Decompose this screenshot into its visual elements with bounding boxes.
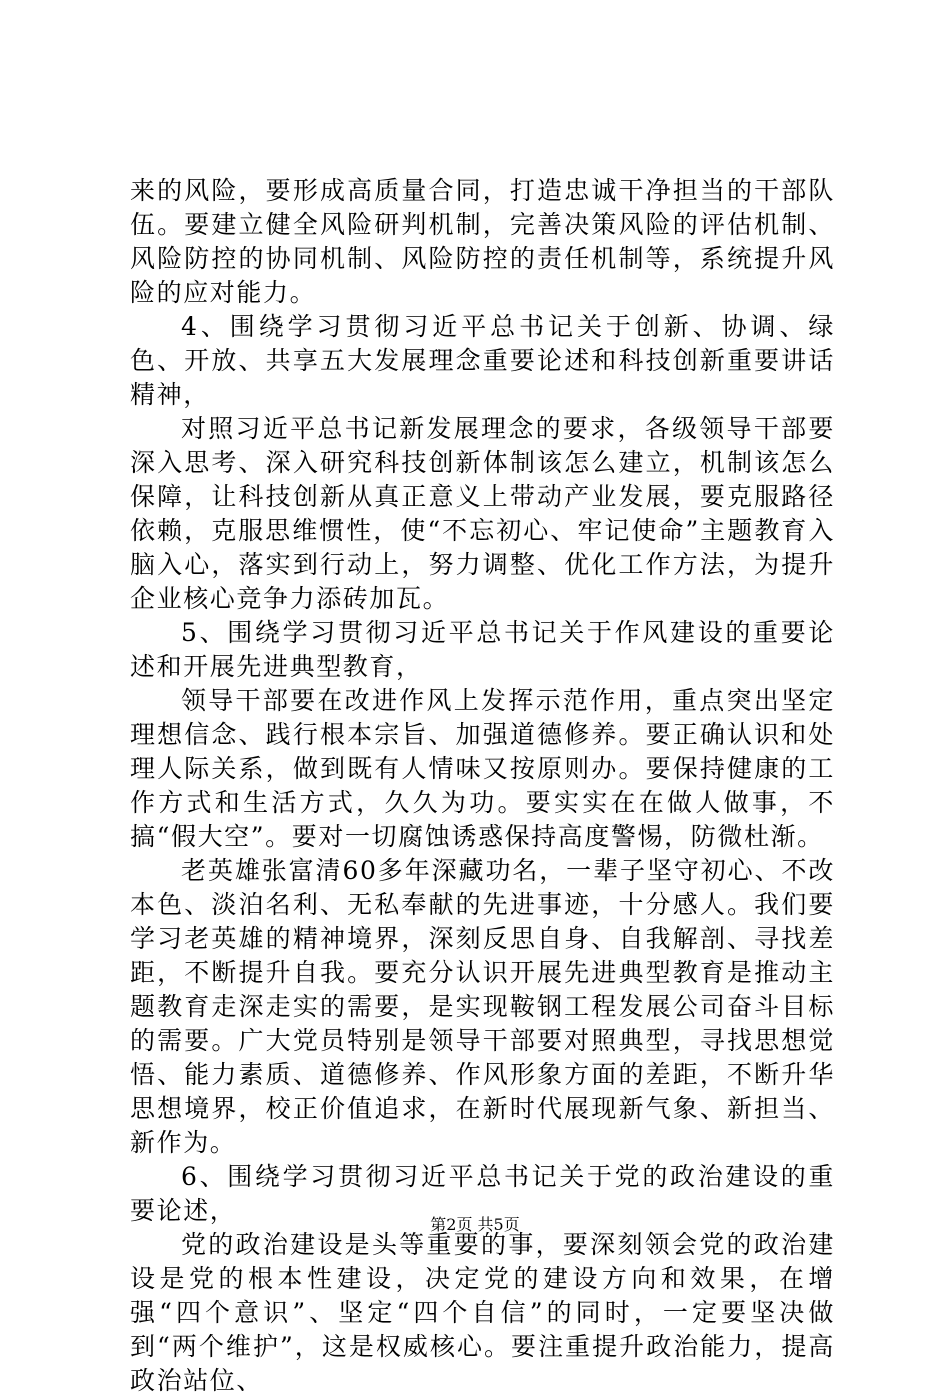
paragraph-4-heading: 5、围绕学习贯彻习近平总书记关于作风建设的重要论述和开展先进典型教育，: [130, 618, 835, 681]
paragraph-7-heading: 6、围绕学习贯彻习近平总书记关于党的政治建设的重要论述，: [130, 1162, 835, 1225]
page-number-footer: 第2页 共5页: [430, 1215, 520, 1234]
paragraph-3: 对照习近平总书记新发展理念的要求，各级领导干部要深入思考、深入研究科技创新体制该怎么建立，机制该怎么保障，让科技创新从真正意义上带动产业发展，要克服路径依赖，克服思维惯性，使“不忘初心、牢记使命”主题教育入脑入心，落实到行动上，努力调整、优化工作方法，为提升企业核心竞争力添砖加瓦。: [130, 414, 835, 613]
paragraph-1: 来的风险，要形成高质量合同，打造忠诚干净担当的干部队伍。要建立健全风险研判机制，完善决策风险的评估机制、风险防控的协同机制、风险防控的责任机制等，系统提升风险的应对能力。: [130, 176, 835, 307]
paragraph-6: 老英雄张富清60多年深藏功名，一辈子坚守初心、不改本色、淡泊名利、无私奉献的先进事迹，十分感人。我们要学习老英雄的精神境界，深刻反思自身、自我解剖、寻找差距，不断提升自我。要充分认识开展先进典型教育是推动主题教育走深走实的需要，是实现鞍钢工程发展公司奋斗目标的需要。广大党员特别是领导干部要对照典型，寻找思想觉悟、能力素质、道德修养、作风形象方面的差距，不断升华思想境界，校正价值追求，在新时代展现新气象、新担当、新作为。: [130, 856, 835, 1157]
paragraph-8: 党的政治建设是头等重要的事，要深刻领会党的政治建设是党的根本性建设，决定党的建设方向和效果，在增强“四个意识”、坚定“四个自信”的同时，一定要坚决做到“两个维护”，这是权威核心。要注重提升政治能力，提高政治站位、: [130, 1230, 835, 1395]
paragraph-5: 领导干部要在改进作风上发挥示范作用，重点突出坚定理想信念、践行根本宗旨、加强道德修养。要正确认识和处理人际关系，做到既有人情味又按原则办。要保持健康的工作方式和生活方式，久久为功。要实实在在做人做事，不搞“假大空”。要对一切腐蚀诱惑保持高度警惕，防微杜渐。: [130, 686, 835, 851]
paragraph-2-heading: 4、围绕学习贯彻习近平总书记关于创新、协调、绿色、开放、共享五大发展理念重要论述和科技创新重要讲话精神，: [130, 312, 835, 409]
